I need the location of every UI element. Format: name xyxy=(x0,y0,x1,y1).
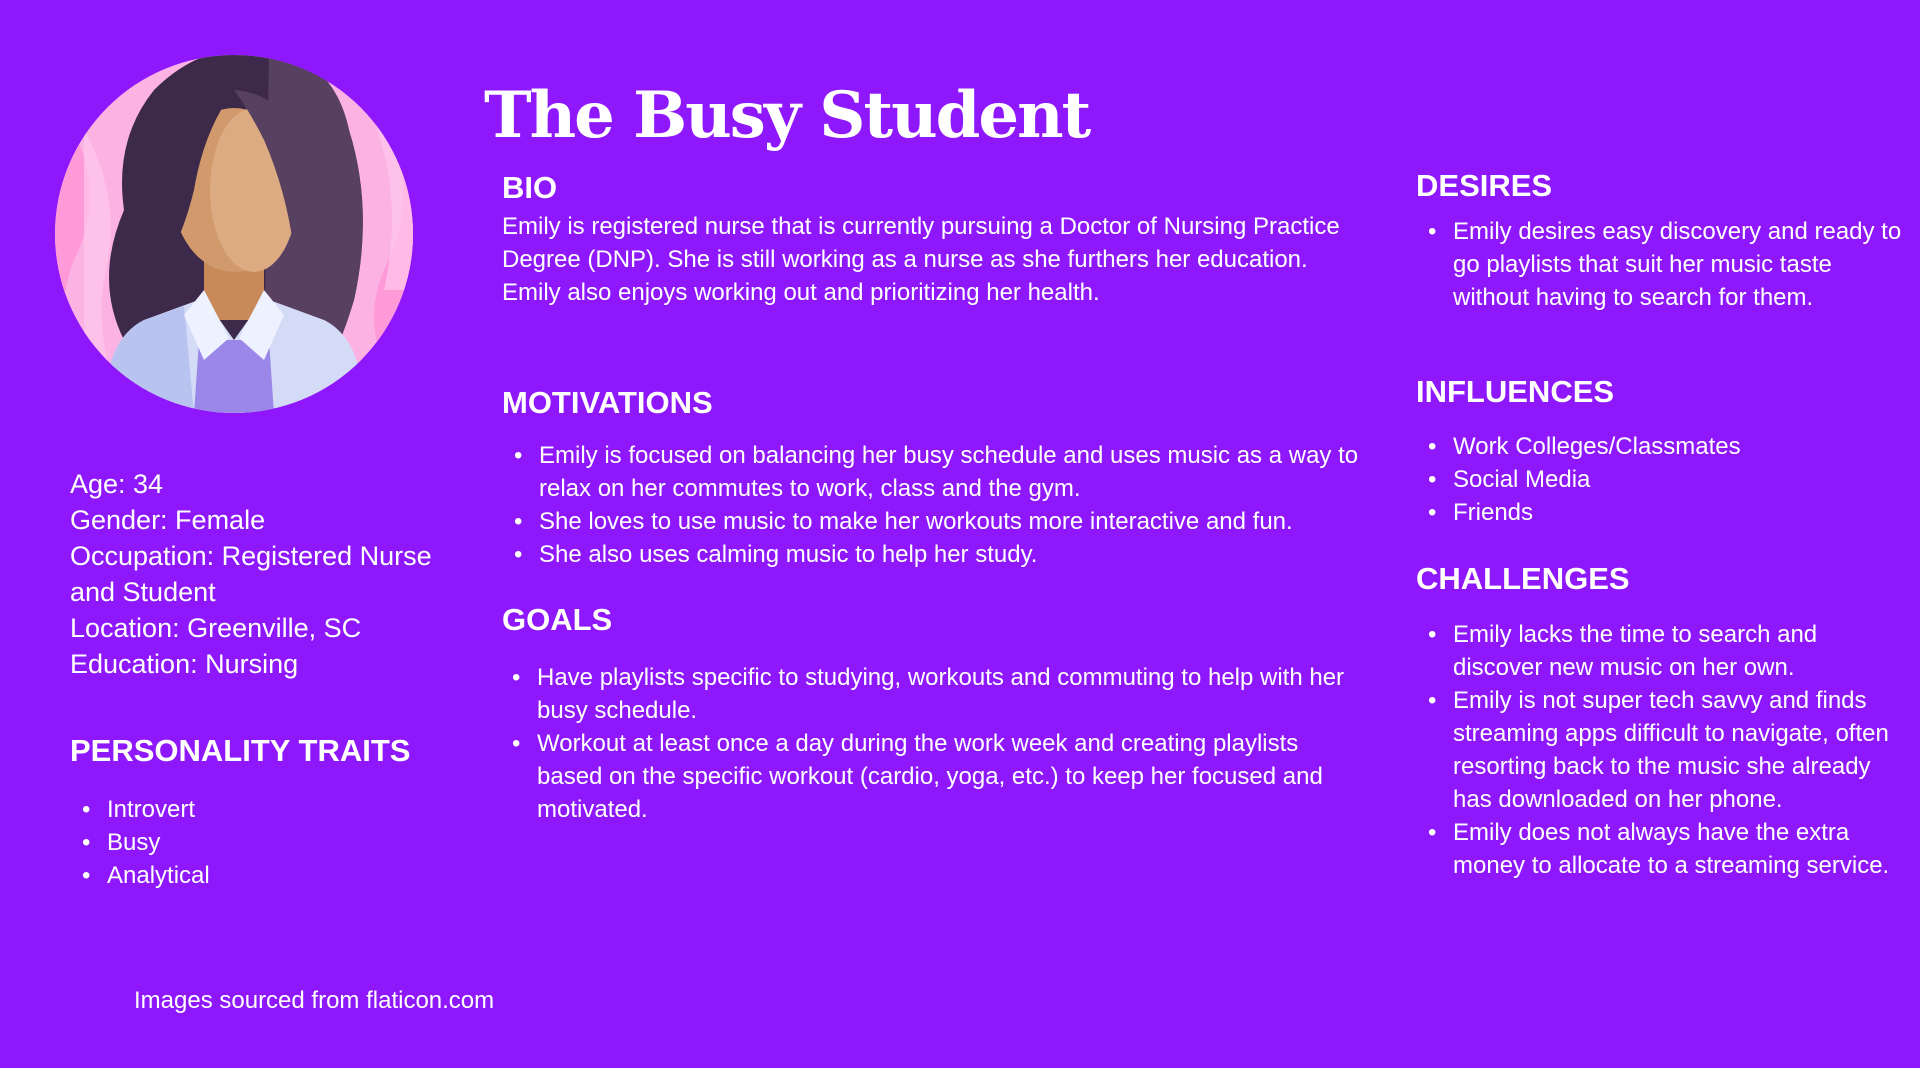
list-item: • Emily is focused on balancing her busy schedule and uses music as a way to relax on her commutes to work, class and the gym. xyxy=(502,439,1372,505)
list-item: • Emily desires easy discovery and ready to go playlists that suit her music taste without having to search for them. xyxy=(1416,215,1906,314)
bio-heading: BIO xyxy=(502,170,558,205)
challenges-list xyxy=(1416,618,1906,882)
profile-gender: Gender: Female xyxy=(70,505,266,535)
influences-list xyxy=(1416,430,1906,529)
list-item: • Work Colleges/Classmates xyxy=(1416,430,1906,463)
desires-heading: DESIRES xyxy=(1416,168,1553,203)
image-credit: Images sourced from flaticon.com xyxy=(134,987,495,1014)
list-item: • Emily lacks the time to search and discover new music on her own. xyxy=(1416,618,1906,684)
list-item: • Busy xyxy=(70,826,450,859)
motivations-heading: MOTIVATIONS xyxy=(502,385,713,420)
profile-details xyxy=(70,466,470,682)
profile-occupation: Occupation: Registered Nurse and Student xyxy=(70,541,432,607)
avatar xyxy=(54,40,414,414)
personality-traits-list xyxy=(70,793,450,892)
profile-location: Location: Greenville, SC xyxy=(70,613,362,643)
list-item: • Analytical xyxy=(70,859,450,892)
list-item: • Introvert xyxy=(70,793,450,826)
list-item: • She also uses calming music to help her study. xyxy=(502,538,1372,571)
motivations-list xyxy=(502,439,1372,571)
list-item: • Social Media xyxy=(1416,463,1906,496)
bio-text: Emily is registered nurse that is currently pursuing a Doctor of Nursing Practice Degree (DNP). She is still working as a nurse as she furthers her education. Emily also enjoys working out and prioritizing her health. xyxy=(502,213,1340,306)
list-item: • Have playlists specific to studying, workouts and commuting to help with her busy schedule. xyxy=(500,661,1370,727)
influences-heading: INFLUENCES xyxy=(1416,374,1615,409)
list-item: • Friends xyxy=(1416,496,1906,529)
challenges-heading: CHALLENGES xyxy=(1416,561,1630,596)
goals-list xyxy=(500,661,1370,826)
list-item: • Emily does not always have the extra money to allocate to a streaming service. xyxy=(1416,816,1906,882)
page-title: The Busy Student xyxy=(484,78,1090,153)
profile-age: Age: 34 xyxy=(70,469,164,499)
list-item: • Emily is not super tech savvy and finds streaming apps difficult to navigate, often resorting back to the music she already has downloaded on her phone. xyxy=(1416,684,1906,816)
female-nurse-avatar-icon xyxy=(54,40,414,414)
list-item: • She loves to use music to make her workouts more interactive and fun. xyxy=(502,505,1372,538)
list-item: • Workout at least once a day during the work week and creating playlists based on the specific workout (cardio, yoga, etc.) to keep her focused and motivated. xyxy=(500,727,1370,826)
profile-education: Education: Nursing xyxy=(70,649,299,679)
goals-heading: GOALS xyxy=(502,602,613,637)
personality-traits-heading: PERSONALITY TRAITS xyxy=(70,733,411,768)
desires-list xyxy=(1416,215,1906,314)
